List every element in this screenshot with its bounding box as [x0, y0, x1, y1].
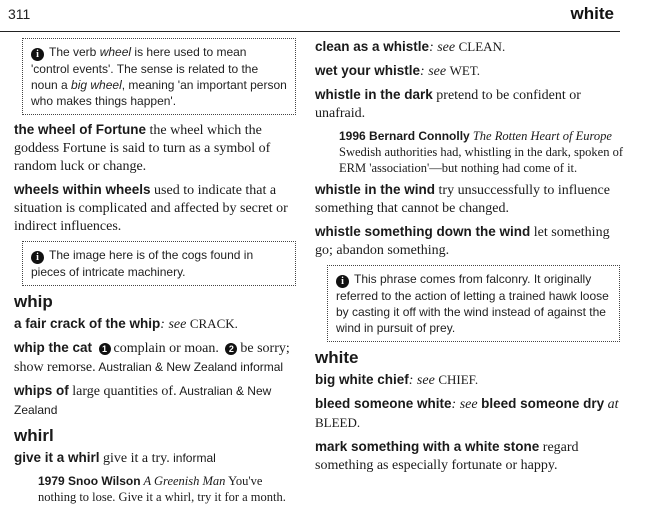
citation-connolly: 1996 Bernard Connolly The Rotten Heart of Europe Swedish authorities had, whistling in the dark, spoken of ERM 'association'—but nothing had come of it.: [339, 129, 623, 175]
entry-whip-the-cat: whip the cat 1 complain or moan. 2 be sorry; show remorse. Australian & New Zealand informal: [14, 340, 290, 375]
entry-big-white-chief: big white chief: see CHIEF.: [315, 372, 479, 388]
entry-whistle-in-the-dark: whistle in the dark pretend to be confident or unafraid.: [315, 87, 581, 121]
entry-headword: the wheel of Fortune: [14, 122, 147, 137]
entry-headword: a fair crack of the whip: [14, 316, 161, 331]
entry-headword: wheels within wheels: [14, 182, 151, 197]
right-column: [315, 38, 625, 480]
entry-headword: bleed someone white: [315, 396, 452, 411]
cross-reference: CRACK.: [189, 316, 238, 331]
sense-number: 1: [99, 343, 111, 355]
entry-definition: used to indicate that a situation is complicated and affected by secret or indirect influences.: [14, 183, 288, 234]
entry-headword: big white chief: [315, 372, 409, 387]
cross-reference: WET.: [449, 63, 481, 78]
entry-headword: clean as a whistle: [315, 39, 430, 54]
cross-reference: CLEAN.: [458, 39, 506, 54]
entry-headword: mark something with a white stone: [315, 439, 540, 454]
entry-fair-crack: a fair crack of the whip: see CRACK.: [14, 316, 238, 332]
usage-label: informal: [169, 451, 216, 465]
cross-reference: BLEED.: [315, 415, 361, 430]
citation-wilson: 1979 Snoo Wilson A Greenish Man You've nothing to lose. Give it a whirl, try it for a month.: [38, 474, 286, 504]
sense-number: 2: [225, 343, 237, 355]
header-rule: [0, 31, 620, 32]
entry-bleed-someone-white: bleed someone white: see bleed someone dry at BLEED.: [315, 396, 619, 430]
entry-whistle-in-the-wind: whistle in the wind try unsuccessfully to influence something that cannot be changed.: [315, 182, 610, 216]
page-header: [0, 0, 660, 34]
entry-headword: whistle something down the wind: [315, 224, 531, 239]
entry-headword: whips of: [14, 383, 69, 398]
entry-headword: whip the cat: [14, 340, 93, 355]
entry-wheels-within-wheels: [14, 181, 299, 236]
note-box-cogs: i The image here is of the cogs found in pieces of intricate machinery.: [22, 241, 296, 286]
usage-label: Australian & New Zealand: [14, 384, 272, 417]
entry-whips-of: whips of large quantities of. Australian & New Zealand: [14, 383, 272, 417]
entry-headword: whistle in the wind: [315, 182, 436, 197]
entry-whistle-down-the-wind: whistle something down the wind let something go; abandon something.: [315, 224, 610, 258]
note-box-falconry: i This phrase comes from falconry. It originally referred to the action of letting a trained hawk loose by casting it off with the wind instead of against the wind in pursuit of prey.: [327, 265, 620, 342]
entry-give-it-a-whirl: give it a whirl give it a try. informal: [14, 450, 216, 466]
note-box-wheel: i The verb wheel is here used to mean 'control events'. The sense is related to the noun a big wheel, meaning 'an important person who makes things happen'.: [22, 38, 296, 115]
entry-mark-with-white-stone: mark something with a white stone regard something as especially fortunate or happy.: [315, 439, 579, 473]
info-icon: i: [336, 275, 349, 288]
cross-reference-headword: bleed someone dry: [481, 396, 605, 411]
entry-definition: the wheel which the goddess Fortune is said to turn as a symbol of random luck or change.: [14, 123, 271, 174]
entry-headword: wet your whistle: [315, 63, 421, 78]
entry-clean-as-a-whistle: clean as a whistle: see CLEAN.: [315, 39, 506, 55]
info-icon: i: [31, 48, 44, 61]
page-number: 311: [8, 6, 31, 22]
running-headword: white: [570, 4, 614, 23]
section-heading-white: white: [315, 348, 359, 367]
section-heading-whirl: whirl: [14, 426, 54, 445]
entry-headword: whistle in the dark: [315, 87, 433, 102]
left-column: [14, 38, 299, 510]
entry-wet-your-whistle: wet your whistle: see WET.: [315, 63, 481, 79]
cross-reference: CHIEF.: [438, 372, 479, 387]
entry-wheel-of-fortune: [14, 121, 299, 176]
info-icon: i: [31, 251, 44, 264]
section-heading-whip: whip: [14, 292, 53, 311]
usage-label: Australian & New Zealand informal: [95, 360, 284, 374]
entry-headword: give it a whirl: [14, 450, 100, 465]
